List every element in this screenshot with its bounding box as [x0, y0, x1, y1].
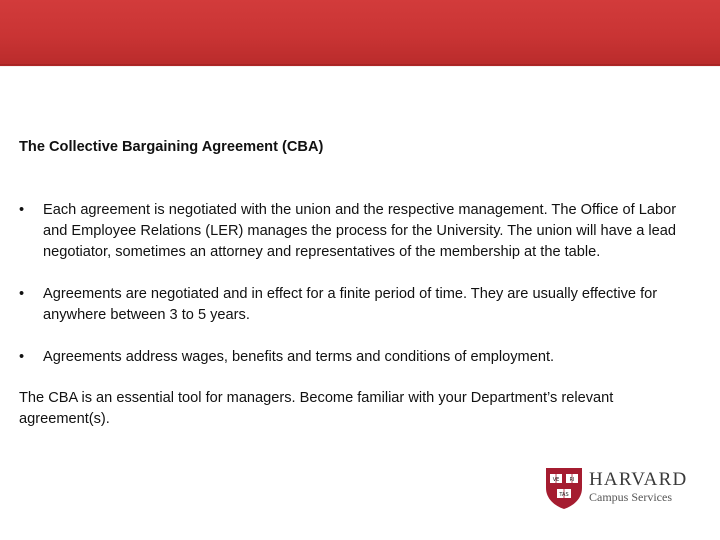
- harvard-campus-services-logo: [544, 466, 694, 510]
- bullet-marker: •: [19, 202, 25, 218]
- logo-name: HARVARD: [589, 469, 688, 490]
- slide-content: [19, 137, 689, 430]
- bullet-list: [19, 200, 689, 368]
- header-bar: [0, 0, 720, 66]
- harvard-shield-icon: [544, 466, 584, 510]
- bullet-text: Agreements are negotiated and in effect for a finite period of time. They are usually effective for anywhere between 3 to 5 years.: [43, 286, 658, 323]
- closing-paragraph: The CBA is an essential tool for managers. Become familiar with your Department’s relevant agreement(s).: [19, 390, 614, 427]
- shield-text: TAS: [559, 492, 569, 498]
- bullet-text: Agreements address wages, benefits and terms and conditions of employment.: [43, 349, 555, 365]
- bullet-item: [19, 200, 689, 263]
- slide-title: The Collective Bargaining Agreement (CBA): [19, 139, 324, 155]
- bullet-marker: •: [19, 349, 25, 365]
- bullet-item: [19, 284, 689, 326]
- bullet-item: [19, 347, 689, 368]
- bullet-text: Each agreement is negotiated with the union and the respective management. The Office of Labor and Employee Relations (LER) manages the process for the University. The union will have a lead negotiator, sometimes an attorney and representatives of the membership at the table.: [43, 202, 677, 260]
- bullet-marker: •: [19, 286, 25, 302]
- logo-subtitle: Campus Services: [589, 490, 672, 504]
- shield-text: VE: [552, 477, 560, 483]
- shield-text: RI: [569, 477, 575, 483]
